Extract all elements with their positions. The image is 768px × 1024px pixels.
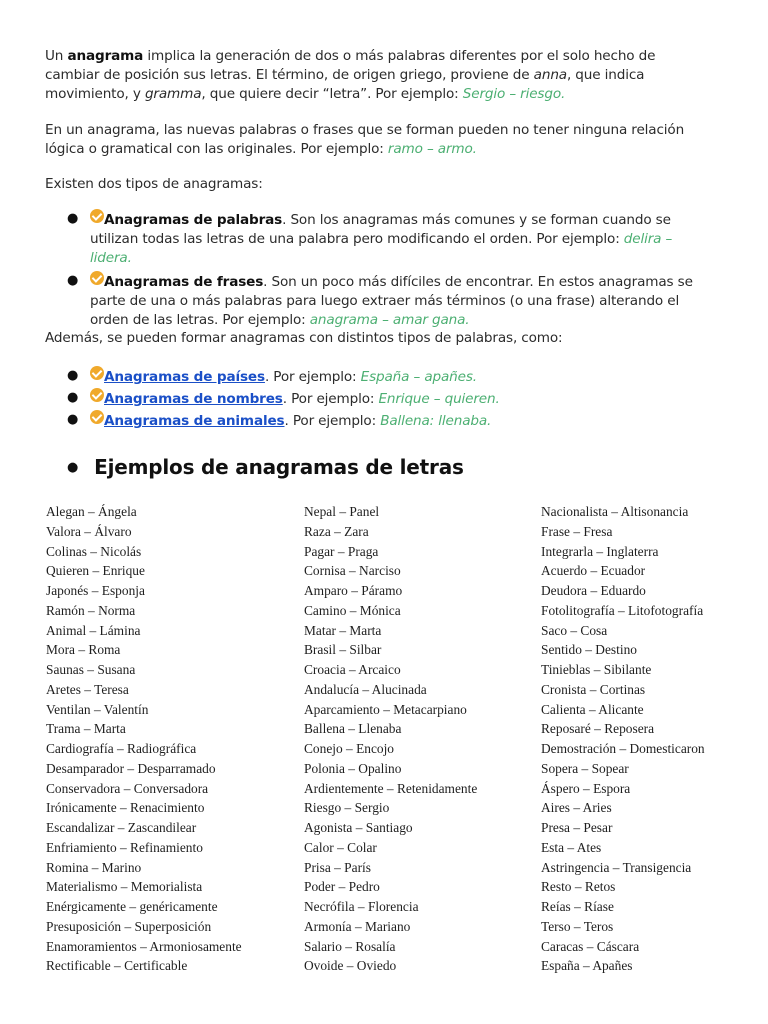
anagram-pair: Fotolitografía – Litofotografía (541, 602, 704, 618)
anagram-pair: Reías – Ríase (541, 899, 614, 914)
anagram-pair: Escandalizar – Zascandilear (46, 820, 197, 835)
anagram-pair: Ramón – Norma (46, 602, 136, 618)
anagram-pair: Ovoide – Oviedo (304, 958, 397, 974)
anagram-pair: Polonia – Opalino (304, 760, 402, 776)
anagram-pair: Frase – Fresa (541, 523, 613, 539)
anagram-pair: Terso – Teros (541, 918, 614, 934)
term-italic: anna (533, 67, 567, 83)
anagram-pair: Cronista – Cortinas (541, 681, 646, 697)
anagram-pair: España – Apañes (541, 958, 633, 974)
bullet: ● (67, 368, 79, 383)
anagram-pair: Romina – Marino (46, 859, 142, 875)
anagram-pair: Enérgicamente – genéricamente (46, 899, 218, 914)
anagram-pair: Nepal – Panel (304, 504, 380, 519)
anagram-pair: Quieren – Enrique (46, 563, 145, 579)
anagram-pair: Saunas – Susana (46, 662, 136, 677)
link-anagramas-nombres[interactable]: Anagramas de nombres (104, 391, 283, 407)
example-text: España – apañes. (360, 369, 477, 385)
text: En un anagrama, las nuevas palabras o frases que se forman pueden no tener ninguna relación lógica o gramatical con las originales. Por ejemplo: (45, 122, 685, 157)
examples-columns (46, 502, 746, 982)
anagram-pair: Áspero – Espora (541, 780, 631, 796)
anagram-pair: Conejo – Encojo (304, 741, 395, 756)
text: . Por ejemplo: (264, 369, 361, 385)
anagram-pair: Integrarla – Inglaterra (541, 543, 659, 559)
bullet: ● (67, 273, 79, 288)
heading-text: Ejemplos de anagramas de letras (94, 455, 464, 479)
text: , que quiere decir “letra”. Por ejemplo: (201, 86, 463, 102)
anagram-pair: Calor – Colar (304, 839, 377, 855)
anagram-pair: Amparo – Páramo (304, 583, 403, 598)
anagram-pair: Aparcamiento – Metacarpiano (304, 701, 467, 717)
anagram-pair: Acuerdo – Ecuador (541, 563, 646, 579)
anagram-pair: Presuposición – Superposición (46, 918, 212, 934)
anagram-pair: Astringencia – Transigencia (541, 859, 692, 875)
anagram-pair: Animal – Lámina (46, 622, 141, 638)
anagram-pair: Esta – Ates (541, 839, 602, 855)
check-circle-icon (90, 388, 104, 402)
anagram-pair: Brasil – Silbar (304, 642, 382, 658)
text: . Por ejemplo: (282, 391, 379, 407)
type-description: . Son un poco más difíciles de encontrar. En estos anagramas se parte de una o más palabras para luego extraer más términos (o una frase) alterando el orden de las letras. Por ejemplo: (90, 274, 693, 328)
check-circle-icon (90, 410, 104, 424)
anagram-pair: Deudora – Eduardo (541, 583, 646, 598)
anagram-links-list (45, 366, 715, 432)
text: Un (45, 48, 68, 64)
check-circle-icon (90, 209, 104, 223)
anagram-pair: Poder – Pedro (304, 879, 380, 895)
type-title: Anagramas de frases (104, 274, 264, 290)
types-intro: Existen dos tipos de anagramas: (45, 176, 263, 192)
examples-column-1 (46, 502, 242, 976)
anagram-pair: Ballena – Llenaba (304, 721, 402, 737)
anagram-pair: Valora – Álvaro (46, 523, 132, 539)
anagram-pair: Calienta – Alicante (541, 701, 644, 717)
check-circle-icon (90, 271, 104, 285)
list-item (45, 388, 715, 409)
anagram-pair: Nacionalista – Altisonancia (541, 504, 689, 519)
anagram-pair: Sentido – Destino (541, 642, 637, 658)
anagram-pair: Trama – Marta (46, 721, 126, 737)
bullet: ● (67, 412, 79, 427)
example-text: Sergio – riesgo. (462, 86, 566, 102)
term-italic: gramma (144, 86, 202, 102)
term-bold: anagrama (67, 48, 144, 64)
list-item (45, 209, 715, 268)
anagram-pair: Matar – Marta (304, 622, 382, 638)
anagram-pair: Colinas – Nicolás (46, 543, 142, 559)
link-anagramas-animales[interactable]: Anagramas de animales (104, 413, 285, 429)
anagram-pair: Caracas – Cáscara (541, 938, 640, 954)
text: implica la generación de dos o más palabras diferentes por el solo hecho de cambiar de posición sus letras. El término, de origen griego, proviene de (45, 48, 656, 83)
anagram-pair: Raza – Zara (304, 523, 369, 539)
bullet: ● (67, 390, 79, 405)
examples-column-2 (304, 502, 477, 976)
list-item (45, 366, 715, 387)
anagram-pair: Riesgo – Sergio (304, 800, 390, 816)
anagram-pair: Reposaré – Reposera (541, 721, 655, 737)
anagram-pair: Saco – Cosa (541, 622, 608, 638)
anagram-pair: Ventilan – Valentín (46, 701, 149, 717)
examples-column-3 (541, 502, 705, 976)
anagram-pair: Materialismo – Memorialista (46, 879, 203, 895)
anagram-pair: Camino – Mónica (304, 602, 401, 618)
link-anagramas-paises[interactable]: Anagramas de países (104, 369, 265, 385)
anagram-pair: Cornisa – Narciso (304, 563, 401, 579)
anagram-pair: Conservadora – Conversadora (46, 780, 209, 796)
anagram-pair: Mora – Roma (46, 642, 121, 658)
list-item (45, 410, 715, 431)
anagram-pair: Necrófila – Florencia (304, 899, 419, 914)
text: . Por ejemplo: (284, 413, 381, 429)
anagram-pair: Alegan – Ángela (46, 504, 137, 519)
anagram-pair: Aires – Aries (541, 800, 612, 816)
type-description: . Son los anagramas más comunes y se forman cuando se utilizan todas las letras de una palabra pero modificando el orden. Por ejemplo: (90, 212, 671, 247)
anagram-pair: Desamparador – Desparramado (46, 760, 216, 776)
word-types-intro: Además, se pueden formar anagramas con distintos tipos de palabras, como: (45, 330, 563, 346)
anagram-pair: Tinieblas – Sibilante (541, 662, 652, 677)
type-title: Anagramas de palabras (104, 212, 283, 228)
anagram-pair: Enamoramientos – Armoniosamente (46, 938, 242, 954)
text: , que indica movimiento, y (45, 67, 645, 102)
anagram-pair: Sopera – Sopear (541, 760, 629, 776)
anagram-pair: Enfriamiento – Refinamiento (46, 839, 203, 855)
section-heading (67, 455, 464, 479)
anagram-pair: Agonista – Santiago (304, 820, 413, 835)
anagram-pair: Cardiografía – Radiográfica (46, 741, 197, 756)
anagram-pair: Demostración – Domesticaron (541, 741, 705, 756)
anagram-pair: Rectificable – Certificable (46, 958, 188, 974)
example-text: ramo – armo. (387, 141, 477, 157)
anagram-pair: Prisa – París (304, 859, 371, 875)
anagram-pair: Irónicamente – Renacimiento (46, 800, 205, 816)
relation-paragraph (45, 121, 713, 159)
anagram-pair: Ardientemente – Retenidamente (304, 780, 478, 796)
anagram-pair: Aretes – Teresa (46, 681, 129, 697)
bullet: ● (67, 211, 79, 226)
example-text: Ballena: llenaba. (380, 413, 492, 429)
example-text: anagrama – amar gana. (309, 312, 470, 328)
bullet: ● (67, 460, 79, 475)
example-text: Enrique – quieren. (378, 391, 500, 407)
anagram-pair: Croacia – Arcaico (304, 662, 401, 677)
intro-paragraph (45, 47, 713, 104)
anagram-pair: Armonía – Mariano (304, 918, 411, 934)
check-circle-icon (90, 366, 104, 380)
anagram-pair: Pagar – Praga (304, 543, 379, 559)
anagram-types-list (45, 209, 715, 333)
anagram-pair: Presa – Pesar (541, 820, 613, 835)
example-text: delira – lidera. (90, 231, 673, 266)
anagram-pair: Resto – Retos (541, 879, 616, 895)
list-item (45, 271, 715, 330)
anagram-pair: Salario – Rosalía (304, 938, 396, 954)
anagram-pair: Japonés – Esponja (46, 583, 145, 598)
anagram-pair: Andalucía – Alucinada (304, 681, 427, 697)
